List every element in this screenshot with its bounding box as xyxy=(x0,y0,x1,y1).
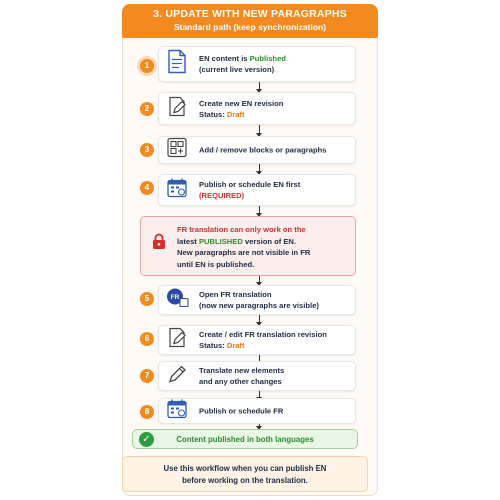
flow-arrow xyxy=(259,206,260,216)
document-icon xyxy=(167,50,187,79)
step-number-1: 1 xyxy=(140,59,154,73)
step-number-8: 8 xyxy=(140,405,154,419)
step-number-3: 3 xyxy=(140,143,154,157)
draft-status: Draft xyxy=(226,341,245,350)
step-card-6 xyxy=(158,325,356,355)
warning-box xyxy=(140,216,356,276)
step-text-5: Open FR translation (now new paragraphs are visible) xyxy=(199,290,319,310)
lock-icon xyxy=(152,233,166,254)
step-card-4 xyxy=(158,174,356,206)
calendar-icon xyxy=(167,399,187,424)
workflow-header xyxy=(122,4,378,38)
step-number-7: 7 xyxy=(140,369,154,383)
step-card-7 xyxy=(158,361,356,391)
blocks-icon xyxy=(167,138,187,163)
step-card-2 xyxy=(158,92,356,125)
step-number-2: 2 xyxy=(140,102,154,116)
workflow-title: 3. UPDATE WITH NEW PARAGRAPHS xyxy=(153,8,347,20)
calendar-icon xyxy=(167,178,187,203)
document-edit-icon xyxy=(167,327,187,354)
flow-arrow xyxy=(259,82,260,92)
published-status: Published xyxy=(249,54,286,63)
success-banner xyxy=(132,429,358,449)
pencil-icon xyxy=(167,95,187,122)
flow-arrow xyxy=(259,125,260,136)
workflow-note xyxy=(122,456,368,492)
required-label: (REQUIRED) xyxy=(199,191,245,200)
step-card-8 xyxy=(158,398,356,424)
workflow-subtitle: Standard path (keep synchronization) xyxy=(173,22,327,32)
step-text-3: Add / remove blocks or paragraphs xyxy=(199,145,327,155)
flow-arrow xyxy=(259,164,260,174)
step-text-8: Publish or schedule FR xyxy=(199,406,284,416)
step-text-2: Create new EN revision Status: Draft xyxy=(199,98,284,119)
pencil-icon xyxy=(167,363,187,390)
step-card-1 xyxy=(158,46,356,82)
draft-status: Draft xyxy=(226,109,245,119)
step-card-3 xyxy=(158,136,356,164)
step-text-4: Publish or schedule EN first (REQUIRED) xyxy=(199,180,301,200)
success-text: Content published in both languages xyxy=(176,435,314,444)
step-card-5 xyxy=(158,285,356,315)
check-icon: ✓ xyxy=(139,432,154,447)
step-text-6: Create / edit FR translation revision Status: Draft xyxy=(199,330,327,350)
step-text-1: EN content is Published (current live version) xyxy=(199,54,286,74)
step-text-7: Translate new elements and any other changes xyxy=(199,366,285,386)
step-number-6: 6 xyxy=(140,332,154,346)
fr-badge: FR xyxy=(170,294,180,301)
flow-arrow xyxy=(259,315,260,325)
step-number-4: 4 xyxy=(140,181,154,195)
flow-arrow xyxy=(259,276,260,285)
translation-icon xyxy=(167,288,189,313)
step-number-5: 5 xyxy=(140,292,154,306)
note-text: Use this workflow when you can publish EN before working on the translation. xyxy=(163,464,327,485)
warning-text: FR translation can only work on the latest PUBLISHED version of EN. New paragraphs are not visible in FR until EN is published. xyxy=(177,225,311,269)
